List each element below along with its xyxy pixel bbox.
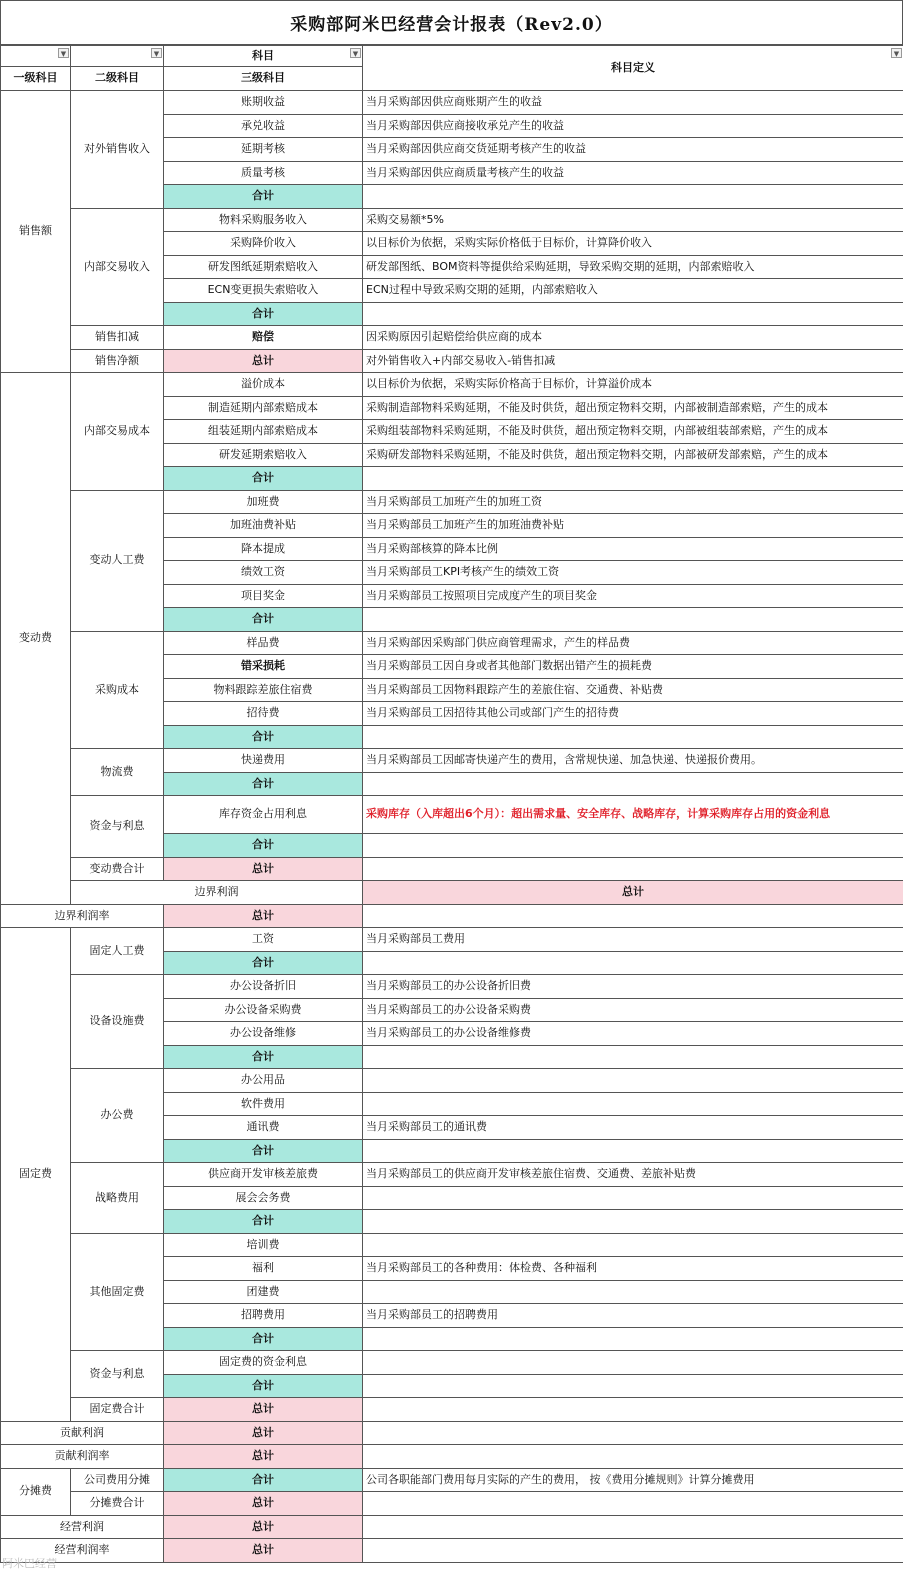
table-row [1, 1468, 903, 1492]
item-cell: 办公设备采购费 [164, 998, 363, 1022]
definition-cell [363, 1280, 903, 1304]
definition-cell: 当月采购部员工因物料跟踪产生的差旅住宿、交通费、补贴费 [363, 678, 903, 702]
table-row [1, 1539, 903, 1563]
sub-cell: 公司费用分摊 [71, 1468, 164, 1492]
definition-cell [363, 302, 903, 326]
sub-cell: 固定人工费 [71, 928, 164, 975]
item-cell: 物料采购服务收入 [164, 208, 363, 232]
definition-cell: 当月采购部员工加班产生的加班油费补贴 [363, 514, 903, 538]
group-cell: 贡献利润率 [1, 1445, 164, 1469]
total-cell: 总计 [164, 1515, 363, 1539]
item-cell: 固定费的资金利息 [164, 1351, 363, 1375]
subtotal-cell: 合计 [164, 1468, 363, 1492]
item-cell: 库存资金占用利息 [164, 796, 363, 834]
definition-cell [363, 1351, 903, 1375]
definition-cell [363, 1139, 903, 1163]
definition-cell: 当月采购部员工的各种费用：体检费、各种福利 [363, 1257, 903, 1281]
sub-cell: 战略费用 [71, 1163, 164, 1234]
definition-cell: 当月采购部员工的通讯费 [363, 1116, 903, 1140]
item-cell: 延期考核 [164, 138, 363, 162]
table-row [1, 1515, 903, 1539]
table-row [1, 975, 903, 999]
total-cell: 总计 [164, 857, 363, 881]
sub-cell: 对外销售收入 [71, 91, 164, 209]
table-row [1, 749, 903, 773]
definition-cell: 当月采购部因采购部门供应商管理需求，产生的样品费 [363, 631, 903, 655]
item-cell: 办公用品 [164, 1069, 363, 1093]
item-cell: 办公设备维修 [164, 1022, 363, 1046]
table-row [1, 631, 903, 655]
total-cell: 总计 [164, 1539, 363, 1563]
definition-cell: 当月采购部员工的办公设备维修费 [363, 1022, 903, 1046]
total-cell: 总计 [164, 1445, 363, 1469]
definition-cell [363, 772, 903, 796]
table-row [1, 1069, 903, 1093]
definition-cell [363, 1398, 903, 1422]
table-row [1, 1398, 903, 1422]
subtotal-cell: 合计 [164, 185, 363, 209]
group-cell: 固定费 [1, 928, 71, 1422]
total-cell: 总计 [164, 349, 363, 373]
definition-cell: 当月采购部员工的供应商开发审核差旅住宿费、交通费、差旅补贴费 [363, 1163, 903, 1187]
table-row [1, 796, 903, 834]
item-cell: 样品费 [164, 631, 363, 655]
header-level3: 三级科目 [164, 67, 363, 91]
item-cell: 承兑收益 [164, 114, 363, 138]
definition-cell [363, 1186, 903, 1210]
subtotal-cell: 合计 [164, 725, 363, 749]
table-row [1, 208, 903, 232]
dropdown-arrow-icon[interactable]: ▼ [151, 48, 162, 58]
definition-cell [363, 608, 903, 632]
sub-cell: 销售扣减 [71, 326, 164, 350]
definition-cell: 当月采购部员工因自身或者其他部门数据出错产生的损耗费 [363, 655, 903, 679]
definition-cell [363, 834, 903, 858]
item-cell: 错采损耗 [164, 655, 363, 679]
definition-cell: 当月采购部员工按照项目完成度产生的项目奖金 [363, 584, 903, 608]
subtotal-cell: 合计 [164, 1045, 363, 1069]
definition-cell [363, 185, 903, 209]
definition-cell: 当月采购部因供应商交货延期考核产生的收益 [363, 138, 903, 162]
sub-cell: 办公费 [71, 1069, 164, 1163]
header-level2: 二级科目 [71, 67, 164, 91]
definition-cell: 当月采购部员工KPI考核产生的绩效工资 [363, 561, 903, 585]
filter-cell-2[interactable] [71, 46, 164, 67]
total-cell: 总计 [164, 1398, 363, 1422]
total-cell: 总计 [363, 881, 903, 905]
definition-cell [363, 904, 903, 928]
table-row [1, 490, 903, 514]
definition-cell [363, 1069, 903, 1093]
subtotal-cell: 合计 [164, 834, 363, 858]
table-row [1, 1492, 903, 1516]
table-row [1, 1233, 903, 1257]
subtotal-cell: 合计 [164, 1374, 363, 1398]
definition-cell [363, 1539, 903, 1563]
table-row [1, 904, 903, 928]
sub-cell: 固定费合计 [71, 1398, 164, 1422]
item-cell: 办公设备折旧 [164, 975, 363, 999]
definition-cell [363, 725, 903, 749]
item-cell: 物料跟踪差旅住宿费 [164, 678, 363, 702]
table-row [1, 857, 903, 881]
definition-cell: 当月采购部因供应商接收承兑产生的收益 [363, 114, 903, 138]
subtotal-cell: 合计 [164, 467, 363, 491]
definition-cell: 以目标价为依据，采购实际价格高于目标价，计算溢价成本 [363, 373, 903, 397]
item-cell: 溢价成本 [164, 373, 363, 397]
group-cell: 边界利润 [71, 881, 363, 905]
sub-cell: 资金与利息 [71, 796, 164, 858]
item-cell: 加班费 [164, 490, 363, 514]
item-cell: 研发延期索赔收入 [164, 443, 363, 467]
watermark: 阿米巴经营 [2, 1557, 57, 1570]
definition-cell: 当月采购部员工的办公设备折旧费 [363, 975, 903, 999]
subtotal-cell: 合计 [164, 951, 363, 975]
table-row [1, 1445, 903, 1469]
definition-cell [363, 1374, 903, 1398]
sub-cell: 变动费合计 [71, 857, 164, 881]
item-cell: 项目奖金 [164, 584, 363, 608]
item-cell: ECN变更损失索赔收入 [164, 279, 363, 303]
definition-cell: 当月采购部员工的招聘费用 [363, 1304, 903, 1328]
table-row [1, 373, 903, 397]
filter-cell-1[interactable] [1, 46, 71, 67]
group-cell: 销售额 [1, 91, 71, 373]
subtotal-cell: 合计 [164, 302, 363, 326]
sub-cell: 内部交易成本 [71, 373, 164, 491]
group-cell: 分摊费 [1, 1468, 71, 1515]
sub-cell: 设备设施费 [71, 975, 164, 1069]
definition-cell: 当月采购部因供应商账期产生的收益 [363, 91, 903, 115]
total-cell: 总计 [164, 904, 363, 928]
definition-cell [363, 467, 903, 491]
sub-cell: 其他固定费 [71, 1233, 164, 1351]
header-level1: 一级科目 [1, 67, 71, 91]
subtotal-cell: 合计 [164, 608, 363, 632]
table-row [1, 349, 903, 373]
item-cell: 招待费 [164, 702, 363, 726]
dropdown-arrow-icon[interactable]: ▼ [58, 48, 69, 58]
subtotal-cell: 合计 [164, 1210, 363, 1234]
item-cell: 供应商开发审核差旅费 [164, 1163, 363, 1187]
header-row-filter [1, 46, 903, 67]
sub-cell: 分摊费合计 [71, 1492, 164, 1516]
item-cell: 研发图纸延期索赔收入 [164, 255, 363, 279]
definition-cell: 当月采购部员工因邮寄快递产生的费用，含常规快递、加急快递、快递报价费用。 [363, 749, 903, 773]
definition-cell: 当月采购部员工的办公设备采购费 [363, 998, 903, 1022]
definition-cell [363, 1327, 903, 1351]
definition-cell: ECN过程中导致采购交期的延期，内部索赔收入 [363, 279, 903, 303]
item-cell: 培训费 [164, 1233, 363, 1257]
item-cell: 招聘费用 [164, 1304, 363, 1328]
report-title: 采购部阿米巴经营会计报表（Rev2.0） [0, 0, 903, 45]
definition-cell: 研发部图纸、BOM资料等提供给采购延期，导致采购交期的延期，内部索赔收入 [363, 255, 903, 279]
table-row [1, 881, 903, 905]
item-cell: 制造延期内部索赔成本 [164, 396, 363, 420]
table-row [1, 91, 903, 115]
definition-cell [363, 1421, 903, 1445]
table-row [1, 1163, 903, 1187]
report-table [0, 45, 903, 1563]
subtotal-cell: 合计 [164, 772, 363, 796]
definition-cell [363, 1445, 903, 1469]
item-cell: 降本提成 [164, 537, 363, 561]
definition-cell: 采购制造部物料采购延期，不能及时供货，超出预定物料交期，内部被制造部索赔，产生的成本 [363, 396, 903, 420]
table-row [1, 1421, 903, 1445]
item-cell: 工资 [164, 928, 363, 952]
definition-cell: 当月采购部核算的降本比例 [363, 537, 903, 561]
definition-cell [363, 1092, 903, 1116]
item-cell: 组装延期内部索赔成本 [164, 420, 363, 444]
subtotal-cell: 合计 [164, 1139, 363, 1163]
dropdown-arrow-icon[interactable]: ▼ [350, 48, 361, 58]
definition-cell [363, 1492, 903, 1516]
item-cell: 展会会务费 [164, 1186, 363, 1210]
sub-cell: 物流费 [71, 749, 164, 796]
total-cell: 总计 [164, 1421, 363, 1445]
definition-cell: 采购库存（入库超出6个月）：超出需求量、安全库存、战略库存，计算采购库存占用的资金利息 [363, 796, 903, 834]
definition-cell: 采购组装部物料采购延期，不能及时供货，超出预定物料交期，内部被组装部索赔，产生的成本 [363, 420, 903, 444]
group-cell: 变动费 [1, 373, 71, 905]
sub-cell: 内部交易收入 [71, 208, 164, 326]
definition-cell: 当月采购部员工因招待其他公司或部门产生的招待费 [363, 702, 903, 726]
item-cell: 通讯费 [164, 1116, 363, 1140]
item-cell: 质量考核 [164, 161, 363, 185]
definition-cell: 采购交易额*5% [363, 208, 903, 232]
item-cell: 赔偿 [164, 326, 363, 350]
definition-cell: 当月采购部因供应商质量考核产生的收益 [363, 161, 903, 185]
item-cell: 加班油费补贴 [164, 514, 363, 538]
definition-cell [363, 1210, 903, 1234]
definition-cell: 以目标价为依据，采购实际价格低于目标价，计算降价收入 [363, 232, 903, 256]
sub-cell: 变动人工费 [71, 490, 164, 631]
definition-cell: 采购研发部物料采购延期，不能及时供货，超出预定物料交期，内部被研发部索赔，产生的成本 [363, 443, 903, 467]
definition-cell: 当月采购部员工费用 [363, 928, 903, 952]
item-cell: 采购降价收入 [164, 232, 363, 256]
group-cell: 经营利润率 [1, 1539, 164, 1563]
subtotal-cell: 合计 [164, 1327, 363, 1351]
item-cell: 团建费 [164, 1280, 363, 1304]
item-cell: 绩效工资 [164, 561, 363, 585]
definition-cell: 对外销售收入+内部交易收入-销售扣减 [363, 349, 903, 373]
sub-cell: 销售净额 [71, 349, 164, 373]
table-row [1, 326, 903, 350]
header-kemu[interactable]: 科目 ▼ [164, 46, 363, 67]
definition-cell [363, 1233, 903, 1257]
definition-cell [363, 1045, 903, 1069]
definition-cell [363, 857, 903, 881]
group-cell: 边界利润率 [1, 904, 164, 928]
header-definition[interactable]: 科目定义 ▼ [363, 46, 903, 91]
sub-cell: 采购成本 [71, 631, 164, 749]
table-row [1, 1351, 903, 1375]
item-cell: 福利 [164, 1257, 363, 1281]
item-cell: 软件费用 [164, 1092, 363, 1116]
table-row [1, 928, 903, 952]
total-cell: 总计 [164, 1492, 363, 1516]
definition-cell: 公司各职能部门费用每月实际的产生的费用， 按《费用分摊规则》计算分摊费用 [363, 1468, 903, 1492]
sub-cell: 资金与利息 [71, 1351, 164, 1398]
dropdown-arrow-icon[interactable]: ▼ [891, 48, 902, 58]
group-cell: 经营利润 [1, 1515, 164, 1539]
item-cell: 快递费用 [164, 749, 363, 773]
item-cell: 账期收益 [164, 91, 363, 115]
definition-cell: 因采购原因引起赔偿给供应商的成本 [363, 326, 903, 350]
group-cell: 贡献利润 [1, 1421, 164, 1445]
definition-cell: 当月采购部员工加班产生的加班工资 [363, 490, 903, 514]
definition-cell [363, 1515, 903, 1539]
definition-cell [363, 951, 903, 975]
